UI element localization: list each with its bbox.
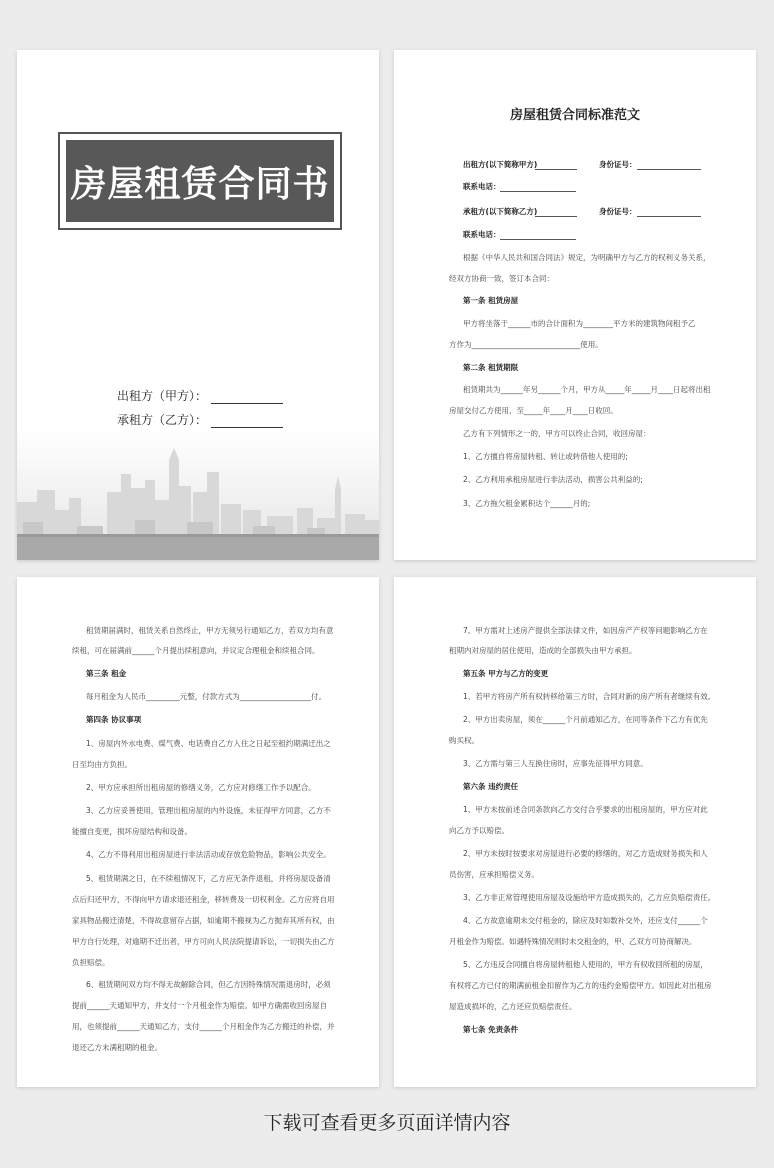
article-3-line: 每月租金为人民币_________元整，付款方式为___________________付。	[86, 692, 326, 701]
a4-item-5-line-1: 5、租赁期满之日，在不续租情况下，乙方应无条件退租，并将房屋设备清	[86, 874, 331, 883]
landlord-field-blank	[535, 169, 577, 170]
tenant-id-blank	[637, 216, 701, 217]
cover-tenant-row	[117, 408, 319, 432]
tenant-field-blank	[535, 216, 577, 217]
a6-item-1-line-2: 向乙方予以赔偿。	[449, 826, 509, 835]
article-4-title: 第四条 协议事项	[86, 715, 142, 724]
article-2-item-2: 2、乙方利用承租房屋进行非法活动，损害公共利益的;	[463, 475, 643, 484]
a4-item-7-line-1: 7、甲方需对上述房产提供全部法律文件，如因房产产权等问题影响乙方在	[463, 626, 708, 635]
a4-item-1-line-1: 1、房屋内外水电费、煤气费、电话费自乙方入住之日起至租约期满迁出之	[86, 739, 331, 748]
a4-item-2: 2、甲方应承担所出租房屋的修缮义务，乙方应对修缮工作予以配合。	[86, 783, 316, 792]
a6-item-1-line-1: 1、甲方未按前述合同条款向乙方交付合乎要求的出租房屋的，甲方应对此	[463, 805, 708, 814]
article-1-line-1: 甲方将坐落于______市的合计面积为________平方米的建筑物间租予乙	[463, 319, 696, 328]
landlord-id-label: 身份证号：	[599, 160, 637, 169]
article-2-line-3: 乙方有下列情形之一的，甲方可以终止合同，收回房屋：	[463, 429, 651, 438]
a6-item-2-line-2: 员伤害，应承担赔偿义务。	[449, 870, 539, 879]
cover-title-frame	[58, 132, 342, 230]
a4-item-4: 4、乙方不得利用出租房屋进行非法活动或存放危险物品，影响公共安全。	[86, 850, 331, 859]
tenant-label: 承租方（乙方）：	[117, 413, 208, 427]
landlord-label: 出租方（甲方）：	[117, 389, 208, 403]
city-skyline-image	[17, 430, 379, 560]
a4-item-6-line-1: 6、租赁期间双方均不得无故解除合同，但乙方因特殊情况需退房时，必须	[86, 980, 331, 989]
intro-line-2: 经双方协商一致，签订本合同：	[449, 274, 554, 283]
a5-item-3: 3、乙方需与第三人互换住房时，应事先征得甲方同意。	[463, 759, 648, 768]
article-2-item-3: 3、乙方拖欠租金累积达个______月的;	[463, 499, 591, 508]
tenant-id-label: 身份证号：	[599, 207, 637, 216]
contract-page-1	[394, 50, 756, 560]
article-1-line-2: 方作为_____________________________使用。	[449, 340, 603, 349]
a4-item-6-line-4: 退还乙方未满租期的租金。	[72, 1043, 162, 1052]
a6-item-2-line-1: 2、甲方未按时按要求对房屋进行必要的修缮的，对乙方造成财务损失和人	[463, 849, 708, 858]
a6-item-4-line-1: 4、乙方故意逾期未交付租金的，除应及时如数补交外，还应支付______个	[463, 916, 708, 925]
a4-item-5-line-3: 家具物品搬迁清楚，不得故意留存占据，如逾期不搬视为乙方抛弃其所有权，由	[72, 916, 335, 925]
a5-item-1: 1、若甲方将房产所有权转移给第三方时，合同对新的房产所有者继续有效。	[463, 692, 716, 701]
article-7-title: 第七条 免责条件	[463, 1025, 519, 1034]
a4-item-3-line-2: 能擅自变更，损坏房屋结构和设备。	[72, 827, 192, 836]
a4-item-5-line-4: 甲方自行处理，对逾期不迁出者，甲方可向人民法院提请诉讼，一切损失由乙方	[72, 937, 335, 946]
p3-line-1: 租赁期届满时，租赁关系自然终止，甲方无须另行通知乙方，若双方均有意	[86, 626, 334, 635]
contract-page-2	[17, 577, 379, 1087]
a6-item-4-line-2: 月租金作为赔偿。如遇特殊情况则时未交租金的，甲、乙双方可协商解决。	[449, 937, 697, 946]
article-1-title: 第一条 租赁房屋	[463, 296, 519, 305]
p3-line-2: 续租，可在届满前______个月提出续租意向，并议定合理租金和续租合同。	[72, 646, 320, 655]
a6-item-5-line-2: 有权将乙方已付的期满前租金扣留作为乙方的违约金赔偿甲方。如因此对出租房	[449, 981, 712, 990]
article-2-item-1: 1、乙方擅自将房屋转租、转让或转借他人使用的;	[463, 452, 628, 461]
article-3-title: 第三条 租金	[86, 669, 127, 678]
tenant-phone-blank	[500, 239, 576, 240]
tenant-blank	[211, 413, 283, 428]
article-5-title: 第五条 甲方与乙方的变更	[463, 669, 549, 678]
a5-item-2-line-2: 购买权。	[449, 736, 479, 745]
article-6-title: 第六条 违约责任	[463, 782, 519, 791]
landlord-phone-label: 联系电话：	[463, 182, 501, 191]
landlord-id-blank	[637, 169, 701, 170]
landlord-blank	[211, 389, 283, 404]
download-more-caption: 下载可查看更多页面详情内容	[263, 1112, 511, 1134]
a6-item-5-line-1: 5、乙方违反合同擅自将房屋转租他人使用的，甲方有权收回所租的房屋，	[463, 960, 708, 969]
a4-item-7-line-2: 租期内对房屋的居住使用，造成的全部损失由甲方承担。	[449, 646, 637, 655]
article-2-title: 第二条 租赁期限	[463, 363, 519, 372]
landlord-field-label: 出租方(以下简称甲方)	[463, 160, 538, 169]
a6-item-3: 3、乙方非正常管理使用房屋及设施给甲方造成损失的，乙方应负赔偿责任。	[463, 893, 716, 902]
tenant-phone-label: 联系电话：	[463, 230, 501, 239]
a4-item-1-line-2: 日至均由方负担。	[72, 760, 132, 769]
intro-line-1: 根据《中华人民共和国合同法》规定，为明确甲方与乙方的权利义务关系，	[463, 253, 711, 262]
cover-title: 房屋租赁合同书	[66, 140, 334, 222]
article-2-line-1: 租赁期共为______年另______个月，甲方从_____年_____月____日起将出租	[463, 385, 711, 394]
article-2-line-2: 房屋交付乙方使用，至_____年____月____日收回。	[449, 406, 618, 415]
contract-title: 房屋租赁合同标准范文	[509, 108, 640, 123]
a4-item-6-line-2: 提前______天通知甲方，并支付一个月租金作为赔偿。如甲方确需收回房屋自	[72, 1001, 327, 1010]
cover-landlord-row	[117, 384, 319, 408]
contract-page-3	[394, 577, 756, 1087]
a4-item-3-line-1: 3、乙方应妥善使用，管理出租房屋的内外设施，未征得甲方同意，乙方不	[86, 806, 331, 815]
a6-item-5-line-3: 屋造成损坏的，乙方还应负赔偿责任。	[449, 1002, 577, 1011]
tenant-field-label: 承租方(以下简称乙方)	[463, 207, 538, 216]
cover-page	[17, 50, 379, 560]
a4-item-5-line-5: 负担赔偿。	[72, 958, 110, 967]
a4-item-6-line-3: 用，也须提前______天通知乙方，支付______个月租金作为乙方搬迁的补偿，并	[72, 1022, 335, 1031]
a4-item-5-line-2: 点后归还甲方，不得向甲方请求退还租金，移转费及一切权利金。乙方应将自用	[72, 895, 335, 904]
a5-item-2-line-1: 2、甲方出卖房屋，须在______个月前通知乙方，在同等条件下乙方有优先	[463, 715, 708, 724]
landlord-phone-blank	[500, 191, 576, 192]
